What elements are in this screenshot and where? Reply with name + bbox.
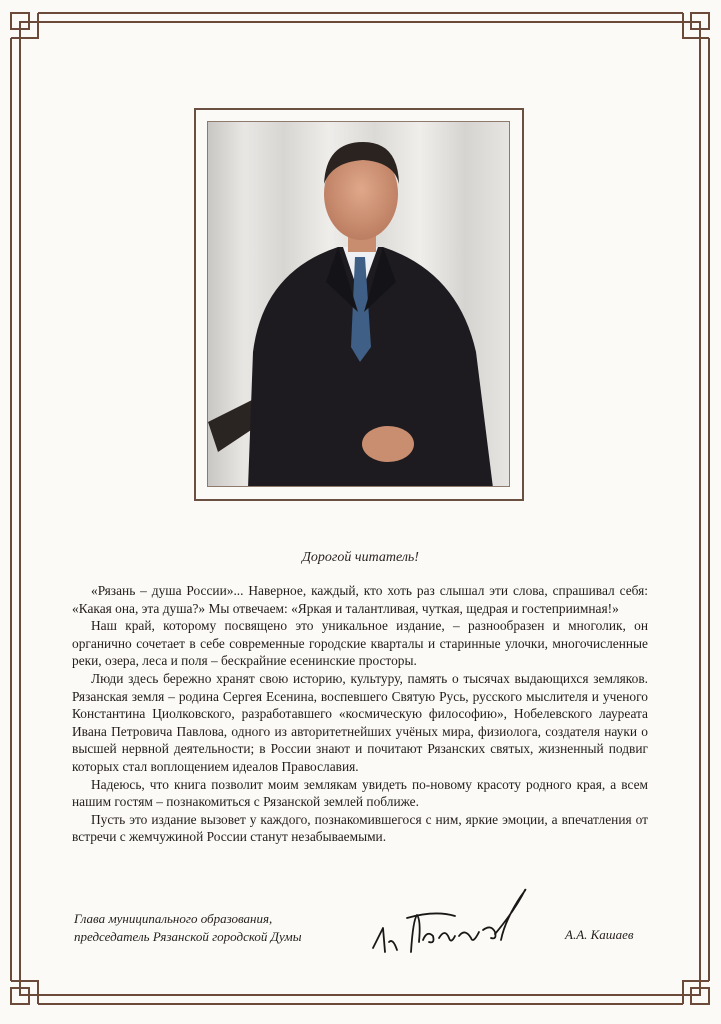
letter-body bbox=[72, 582, 648, 846]
letter-salutation: Дорогой читатель! bbox=[302, 550, 419, 565]
letter-paragraph: Надеюсь, что книга позволит моим землякам увидеть по-новому красоту родного края, а всем нашим гостям – познакомиться с Рязанской землей поближе. bbox=[72, 776, 648, 810]
portrait-photo bbox=[207, 121, 510, 487]
handwritten-signature bbox=[355, 880, 535, 965]
signer-title-line2: председатель Рязанской городской Думы bbox=[74, 929, 302, 944]
signer-title-line1: Глава муниципального образования, bbox=[74, 911, 273, 926]
letter-paragraph: Люди здесь бережно хранят свою историю, культуру, память о тысячах выдающихся земляков. Рязанская земля – родина Сергея Есенина, воспевшего Святую Русь, русского мыслителя и ученого Константина Циолковского, разработавшего «космическую философию», Нобелевского лауреата Ивана Петровича Павлова, одного из авторитетнейших учёных мира, физиолога, создателя науки о высшей нервной деятельности; в России знают и почитают Рязанских святых, жизненный подвиг которых стал воплощением идеалов Православия. bbox=[72, 670, 648, 774]
signer-title bbox=[74, 910, 374, 946]
signer-name: А.А. Кашаев bbox=[565, 927, 634, 942]
letter-paragraph: Пусть это издание вызовет у каждого, познакомившегося с ним, яркие эмоции, а впечатления от встречи с жемчужиной России станут незабываемыми. bbox=[72, 811, 648, 845]
letter-paragraph: Наш край, которому посвящено это уникальное издание, – разнообразен и многолик, он органично сочетает в себе современные городские кварталы и старинные улочки, многочисленные реки, озера, леса и поля – бескрайние есенинские просторы. bbox=[72, 618, 648, 669]
letter-paragraph: «Рязань – душа России»... Наверное, каждый, кто хоть раз слышал эти слова, спрашивал себя: «Какая она, эта душа?» Мы отвечаем: «Яркая и талантливая, чуткая, щедрая и гостеприимная!» bbox=[72, 583, 648, 616]
